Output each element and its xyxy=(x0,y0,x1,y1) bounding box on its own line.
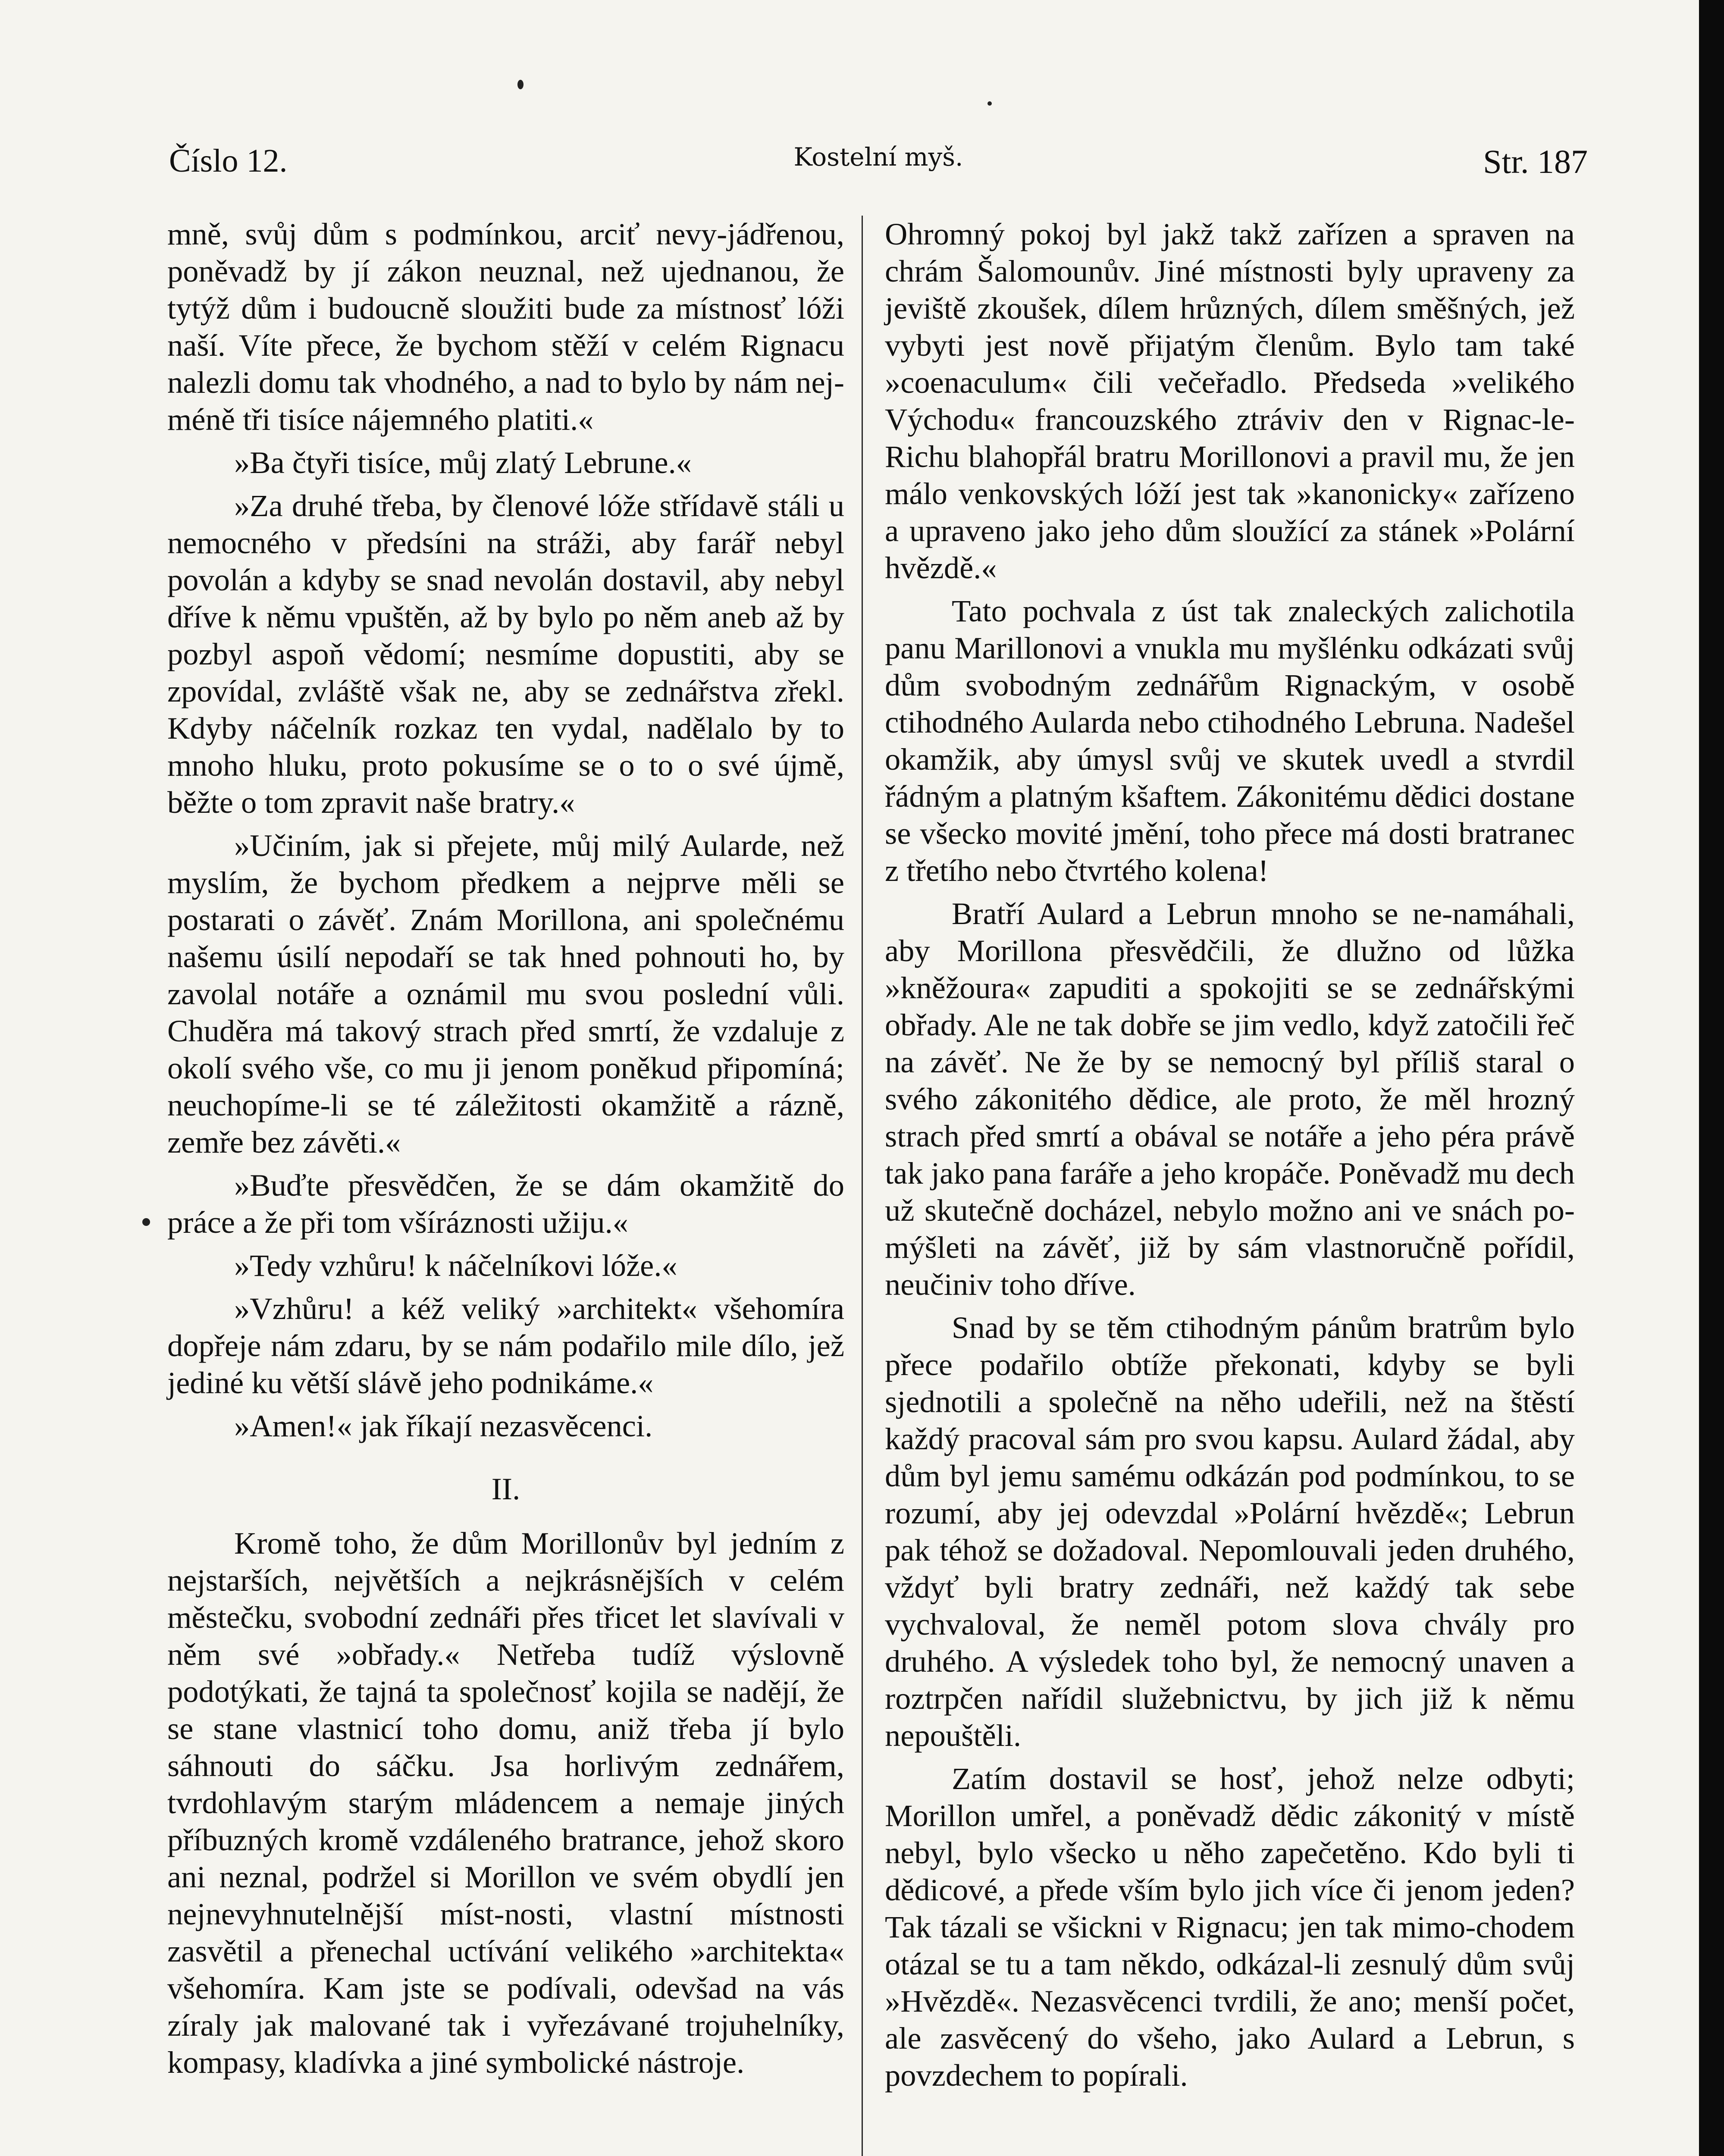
paragraph: »Amen!« jak říkají nezasvěcenci. xyxy=(234,1408,653,1443)
paragraph: »Vzhůru! a kéž veliký »architekt« všehomíra dopřeje nám zdaru, by se nám podařilo mile dílo, jež jediné ku větší slávě jeho podnikáme.« xyxy=(167,1291,844,1400)
paragraph: »Za druhé třeba, by členové lóže střídavě stáli u nemocného v předsíni na stráži, aby farář nebyl povolán a kdyby se snad nevolán dostavil, aby nebyl dříve k němu vpuštěn, až by bylo po něm aneb až by pozbyl aspoň vědomí; nesmíme dopustiti, aby se zpovídal, zvláště však ne, aby se zednářstva zřekl. Kdyby náčelník rozkaz ten vydal, nadělalo by to mnoho hluku, proto pokusíme se o to o své újmě, běžte o tom zpravit naše bratry.« xyxy=(167,488,844,820)
paragraph: Bratří Aulard a Lebrun mnoho se ne-namáhali, aby Morillona přesvědčili, že dlužno od lůžka »kněžoura« zapuditi a spokojiti se se zednářskými obřady. Ale ne tak dobře se jim vedlo, když zatočili řeč na závěť. Ne že by se nemocný byl příliš staral o svého zákonitého dědice, ale proto, že měl hrozný strach před smrtí a obával se notáře a jeho péra právě tak jako pana faráře a jeho kropáče. Poněvadž mu dech už skutečně docházel, nebylo možno ani ve snách po-mýšleti na závěť, již by sám vlastnoručně pořídil, neučiniv toho dříve. xyxy=(885,896,1575,1302)
paragraph: »Tedy vzhůru! k náčelníkovi lóže.« xyxy=(234,1248,677,1283)
running-header xyxy=(169,142,1588,194)
paragraph: mně, svůj dům s podmínkou, arciť nevy-jádřenou, poněvadž by jí zákon neuznal, než ujednanou, že tytýž dům i budoucně sloužiti bude za místnosť lóži naší. Víte přece, že bychom stěží v celém Rignacu nalezli domu tak vhodného, a nad to bylo by nám nej-méně tři tisíce nájemného platiti.« xyxy=(167,216,844,437)
paragraph: »Učiním, jak si přejete, můj milý Aularde, než myslím, že bychom předkem a nejprve měli se postarati o závěť. Znám Morillona, ani společnému našemu úsilí nepodaří se tak hned pohnouti ho, by zavolal notáře a oznámil mu svou poslední vůli. Chuděra má takový strach před smrtí, že vzdaluje z okolí svého vše, co mu ji jenom poněkud připomíná; neuchopíme-li se té záležitosti okamžitě a rázně, zemře bez závěti.« xyxy=(167,828,844,1159)
paragraph: »Buďte přesvědčen, že se dám okamžitě do práce a že při tom všíráznosti užiju.« xyxy=(167,1168,844,1240)
issue-number: Číslo 12. xyxy=(169,143,288,179)
periodical-title: Kostelní myš. xyxy=(793,142,963,172)
left-column xyxy=(167,216,844,2156)
paragraph: Ohromný pokoj byl jakž takž zařízen a spraven na chrám Šalomounův. Jiné místnosti byly upraveny za jeviště zkoušek, dílem hrůzných, dílem směšných, jež vybyti jest nově přijatým členům. Bylo tam také »coenaculum« čili večeřadlo. Předseda »velikého Východu« francouzského ztráviv den v Rignac-le-Richu blahopřál bratru Morillonovi a pravil mu, že jen málo venkovských lóží jest tak »kanonicky« zařízeno a upraveno jako jeho dům sloužící za stánek »Polární hvězdě.« xyxy=(885,216,1575,585)
paragraph: Zatím dostavil se hosť, jehož nelze odbyti; Morillon umřel, a poněvadž dědic zákonitý v místě nebyl, bylo všecko u něho zapečetěno. Kdo byli ti dědicové, a přede vším bylo jich více či jenom jeden? Tak tázali se všickni v Rignacu; jen tak mimo-chodem otázal se tu a tam někdo, odkázal-li zesnulý dům svůj »Hvězdě«. Nezasvěcenci tvrdili, že ano; menší počet, ale zasvěcený do všeho, jako Aulard a Lebrun, s povzdechem to popírali. xyxy=(885,1761,1575,2093)
scan-edge xyxy=(1699,0,1724,2156)
paragraph: Tato pochvala z úst tak znaleckých zalichotila panu Marillonovi a vnukla mu myšlénku odkázati svůj dům svobodným zednářům Rignackým, v osobě ctihodného Aularda nebo ctihodného Lebruna. Nadešel okamžik, aby úmysl svůj ve skutek uvedl a stvrdil řádným a platným kšaftem. Zákonitému dědici dostane se všecko movité jmění, toho přece má dosti bratranec z třetího nebo čtvrtého kolena! xyxy=(885,593,1575,888)
page-number: Str. 187 xyxy=(1483,143,1588,180)
paragraph: Kromě toho, že dům Morillonův byl jedním z nejstarších, největších a nejkrásnějších v celém městečku, svobodní zednáři přes třicet let slavívali v něm své »obřady.« Netřeba tudíž výslovně podotýkati, že tajná ta společnosť kojila se nadějí, že se stane vlastnicí toho domu, aniž třeba jí bylo sáhnouti do sáčku. Jsa horlivým zednářem, tvrdohlavým starým mládencem a nemaje jiných příbuzných kromě vzdáleného bratrance, jehož skoro ani neznal, podržel si Morillon ve svém obydlí jen nejnevyhnutelnější míst-nosti, vlastní místnosti zasvětil a přenechal uctívání velikého »architekta« všehomíra. Kam jste se podívali, odevšad na vás zíraly jak malované tak i vyřezávané trojuhelníky, kompasy, kladívka a jiné symbolické nástroje. xyxy=(167,1526,844,2080)
column-divider xyxy=(862,216,863,2156)
section-heading: II. xyxy=(491,1471,520,1506)
paragraph: »Ba čtyři tisíce, můj zlatý Lebrune.« xyxy=(234,445,692,480)
scan-speck xyxy=(987,101,992,106)
scan-speck xyxy=(517,80,523,89)
scan-speck xyxy=(142,1218,150,1226)
paragraph: Snad by se těm ctihodným pánům bratrům bylo přece podařilo obtíže překonati, kdyby se byli sjednotili a společně na něho udeřili, než na štěstí každý pracoval sám pro svou kapsu. Aulard žádal, aby dům byl jemu samému odkázán pod podmínkou, to se rozumí, aby jej odevzdal »Polární hvězdě«; Lebrun pak téhož se dožadoval. Nepomlouvali jeden druhého, vždyť byli bratry zednáři, než každý tak sebe vychvaloval, že neměl potom slova chvály pro druhého. A výsledek toho byl, že nemocný unaven a roztrpčen nařídil služebnictvu, by jich již k němu nepouštěli. xyxy=(885,1310,1575,1753)
right-column xyxy=(885,216,1575,2156)
